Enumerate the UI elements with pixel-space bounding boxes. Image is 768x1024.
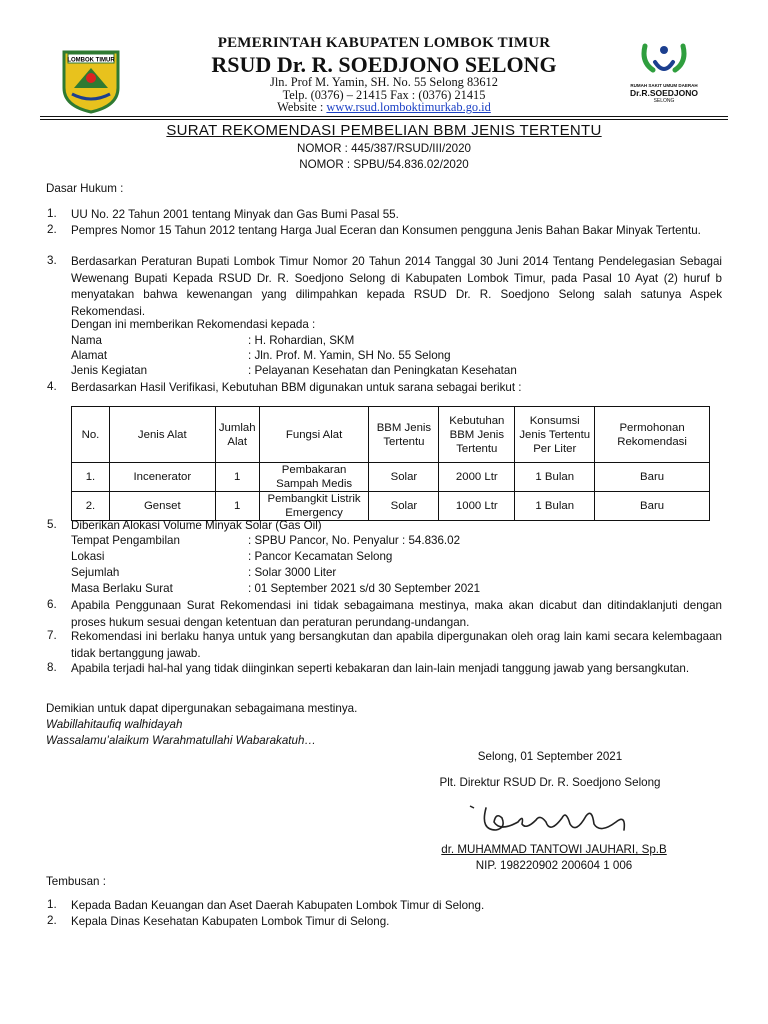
point-1-text: UU No. 22 Tahun 2001 tentang Minyak dan Gas Bumi Pasal 55.: [71, 208, 399, 221]
table-cell: Incenerator: [109, 463, 215, 492]
point-4-text: Berdasarkan Hasil Verifikasi, Kebutuhan BBM digunakan untuk sarana sebagai berikut :: [71, 381, 522, 394]
table-cell: 1 Bulan: [515, 492, 595, 521]
header-divider-top: [40, 116, 728, 117]
point-6-text: Apabila Penggunaan Surat Rekomendasi ini tidak sebagaimana mestinya, maka akan dicabut dan ditindaklanjuti dengan proses hukum sesuai dengan ketentuan dan peraturan perundang-undangan.: [71, 599, 722, 629]
bbm-requirement-table: [71, 406, 710, 521]
table-header-cell: Permohonan Rekomendasi: [595, 407, 710, 463]
header-address: Jln. Prof M. Yamin, SH. No. 55 Selong 83612: [270, 75, 498, 89]
kegiatan-label: Jenis Kegiatan: [71, 364, 148, 377]
signer-nip: NIP. 198220902 200604 1 006: [475, 859, 633, 872]
table-cell: 1000 Ltr: [439, 492, 515, 521]
sejumlah-label: Sejumlah: [71, 566, 120, 579]
table-header-cell: Jenis Alat: [109, 407, 215, 463]
point-number: 3.: [47, 254, 57, 267]
table-cell: 1: [215, 463, 259, 492]
table-header-cell: Jumlah Alat: [215, 407, 259, 463]
point-number: 6.: [47, 598, 57, 611]
point-number: 7.: [47, 629, 57, 642]
tembusan-number: 2.: [47, 914, 57, 927]
header-divider-bottom: [40, 119, 728, 120]
point-number: 1.: [47, 207, 57, 220]
masa-berlaku-value: : 01 September 2021 s/d 30 September 2021: [248, 582, 481, 595]
table-header-cell: Fungsi Alat: [259, 407, 369, 463]
table-row: [72, 463, 710, 492]
table-cell: Genset: [109, 492, 215, 521]
header-website: [120, 100, 648, 115]
table-cell: Pembangkit Listrik Emergency: [259, 492, 369, 521]
table-cell: Baru: [595, 492, 710, 521]
table-cell: 2.: [72, 492, 110, 521]
table-cell: 1.: [72, 463, 110, 492]
kegiatan-value: : Pelayanan Kesehatan dan Peningkatan Kesehatan: [248, 364, 517, 377]
table-cell: 2000 Ltr: [439, 463, 515, 492]
alamat-value: : Jln. Prof. M. Yamin, SH No. 55 Selong: [248, 349, 451, 362]
point-number: 2.: [47, 223, 57, 236]
sejumlah-value: : Solar 3000 Liter: [248, 566, 337, 579]
point-3-text: Berdasarkan Peraturan Bupati Lombok Timur Nomor 20 Tahun 2014 Tanggal 30 Juni 2014 Tentang Pendelegasian Sebagai Wewenang Bupati Kepada RSUD Dr. R. Soedjono Selong di Kabupaten Lombok Timur, pada Pasal 10 Ayat (2) huruf b menyatakan bahwa kewenangan yang dilimpahkan kepada RSUD Dr. R. Soedjono Selong salah satunya Aspek Rekomendasi.: [71, 255, 722, 318]
table-cell: 1: [215, 492, 259, 521]
header-hospital-name: RSUD Dr. R. SOEDJONO SELONG: [211, 52, 557, 77]
tempat-label: Tempat Pengambilan: [71, 534, 180, 547]
nama-label: Nama: [71, 334, 102, 347]
closing-line: Demikian untuk dapat dipergunakan sebagaimana mestinya.: [46, 702, 358, 715]
closing-salam: Wassalamu’alaikum Warahmatullahi Wabarakatuh…: [46, 734, 316, 747]
handwritten-signature: [466, 800, 636, 840]
recommendation-intro: Dengan ini memberikan Rekomendasi kepada :: [71, 318, 316, 331]
table-header-cell: BBM Jenis Tertentu: [369, 407, 439, 463]
letter-number-1: NOMOR : 445/387/RSUD/III/2020: [297, 142, 471, 155]
table-header-cell: Konsumsi Jenis Tertentu Per Liter: [515, 407, 595, 463]
point-2-text: Pempres Nomor 15 Tahun 2012 tentang Harga Jual Eceran dan Konsumen pengguna Jenis Bahan Bakar Minyak Tertentu.: [71, 224, 701, 237]
alamat-label: Alamat: [71, 349, 108, 362]
letter-number-2: NOMOR : SPBU/54.836.02/2020: [299, 158, 469, 171]
tembusan-item: Kepala Dinas Kesehatan Kabupaten Lombok Timur di Selong.: [71, 915, 390, 928]
point-number: 5.: [47, 518, 57, 531]
signer-name: dr. MUHAMMAD TANTOWI JAUHARI, Sp.B: [441, 843, 667, 856]
lokasi-value: : Pancor Kecamatan Selong: [248, 550, 393, 563]
letter-title: SURAT REKOMENDASI PEMBELIAN BBM JENIS TERTENTU: [166, 122, 602, 139]
table-header-cell: No.: [72, 407, 110, 463]
logo-caption-city: SELONG: [653, 98, 675, 104]
closing-greeting: Wabillahitaufiq walhidayah: [46, 718, 183, 731]
tembusan-label: Tembusan :: [46, 875, 106, 888]
tembusan-number: 1.: [47, 898, 57, 911]
table-cell: Solar: [369, 463, 439, 492]
header-phone: Telp. (0376) – 21415 Fax : (0376) 21415: [282, 88, 486, 102]
table-header-cell: Kebutuhan BBM Jenis Tertentu: [439, 407, 515, 463]
svg-text:LOMBOK TIMUR: LOMBOK TIMUR: [67, 57, 115, 64]
place-date: Selong, 01 September 2021: [477, 750, 623, 763]
logo-caption-small: RUMAH SAKIT UMUM DAERAH: [630, 83, 698, 88]
point-5-text: Diberikan Alokasi Volume Minyak Solar (Gas Oil): [71, 519, 322, 532]
website-label: Website :: [277, 100, 327, 114]
point-8-text: Apabila terjadi hal-hal yang tidak diinginkan seperti kebakaran dan lain-lain menjadi tanggung jawab yang bersangkutan.: [71, 662, 690, 675]
dasar-hukum-label: Dasar Hukum :: [46, 182, 124, 195]
masa-berlaku-label: Masa Berlaku Surat: [71, 582, 173, 595]
point-number: 8.: [47, 661, 57, 674]
point-number: 4.: [47, 380, 57, 393]
table-row: [72, 492, 710, 521]
table-cell: Baru: [595, 463, 710, 492]
lombok-timur-crest-logo: [60, 48, 122, 114]
signer-position: Plt. Direktur RSUD Dr. R. Soedjono Selong: [439, 776, 661, 789]
table-cell: Solar: [369, 492, 439, 521]
point-7-text: Rekomendasi ini berlaku hanya untuk yang bersangkutan dan apabila dipergunakan oleh orag lain kami secara kelembagaan tidak bertanggung jawab.: [71, 630, 722, 660]
table-cell: 1 Bulan: [515, 463, 595, 492]
tempat-value: : SPBU Pancor, No. Penyalur : 54.836.02: [248, 534, 461, 547]
table-cell: Pembakaran Sampah Medis: [259, 463, 369, 492]
lokasi-label: Lokasi: [71, 550, 105, 563]
website-link[interactable]: www.rsud.lomboktimurkab.go.id: [326, 100, 491, 114]
logo-caption-name: Dr.R.SOEDJONO: [629, 88, 699, 98]
table-header-row: [72, 407, 710, 463]
nama-value: : H. Rohardian, SKM: [248, 334, 355, 347]
tembusan-item: Kepada Badan Keuangan dan Aset Daerah Kabupaten Lombok Timur di Selong.: [71, 899, 485, 912]
header-government: PEMERINTAH KABUPATEN LOMBOK TIMUR: [217, 35, 551, 51]
